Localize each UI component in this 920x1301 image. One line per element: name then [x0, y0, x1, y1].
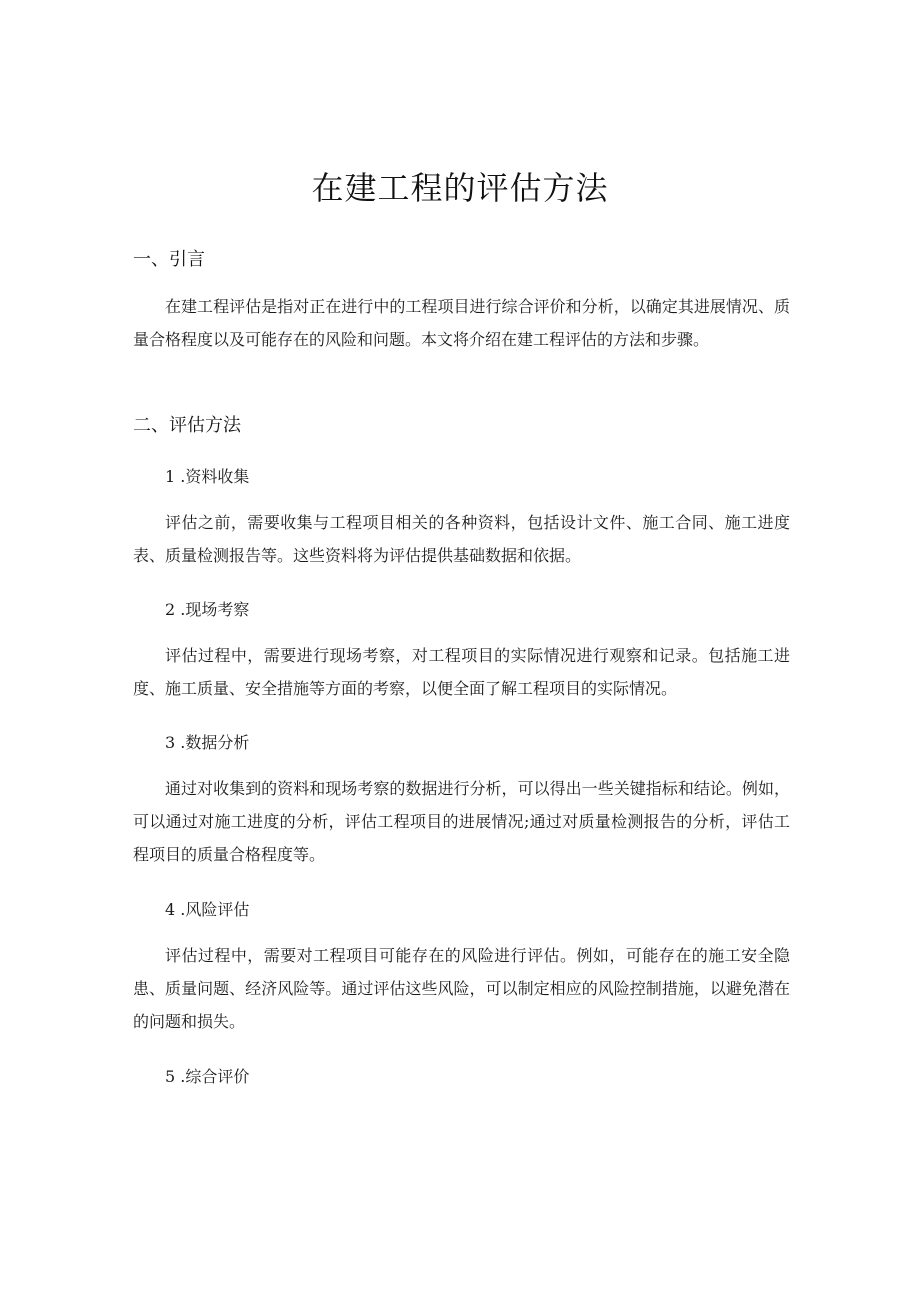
section-heading-methods: 二、评估方法	[133, 415, 241, 436]
method-item-text-1: 评估之前，需要收集与工程项目相关的各种资料，包括设计文件、施工合同、施工进度表、质量检测报告等。这些资料将为评估提供基础数据和依据。	[133, 513, 790, 565]
document-title: 在建工程的评估方法	[311, 169, 609, 207]
method-item-text-2: 评估过程中，需要进行现场考察，对工程项目的实际情况进行观察和记录。包括施工进度、施工质量、安全措施等方面的考察，以便全面了解工程项目的实际情况。	[133, 646, 790, 698]
method-item-label-1: 1 .资料收集	[165, 467, 250, 486]
method-item-label-3: 3 .数据分析	[165, 733, 250, 752]
introduction-paragraph: 在建工程评估是指对正在进行中的工程项目进行综合评价和分析，以确定其进展情况、质量合格程度以及可能存在的风险和问题。本文将介绍在建工程评估的方法和步骤。	[133, 297, 790, 349]
method-item-label-5: 5 .综合评价	[165, 1067, 250, 1086]
method-item-label-4: 4 .风险评估	[165, 900, 250, 919]
method-item-label-2: 2 .现场考察	[165, 600, 250, 619]
section-heading-introduction: 一、引言	[133, 249, 205, 270]
method-item-text-4: 评估过程中，需要对工程项目可能存在的风险进行评估。例如，可能存在的施工安全隐患、质量问题、经济风险等。通过评估这些风险，可以制定相应的风险控制措施，以避免潜在的问题和损失。	[133, 946, 790, 1031]
method-item-text-3: 通过对收集到的资料和现场考察的数据进行分析，可以得出一些关键指标和结论。例如，可以通过对施工进度的分析，评估工程项目的进展情况;通过对质量检测报告的分析，评估工程项目的质量合格程度等。	[133, 779, 790, 864]
